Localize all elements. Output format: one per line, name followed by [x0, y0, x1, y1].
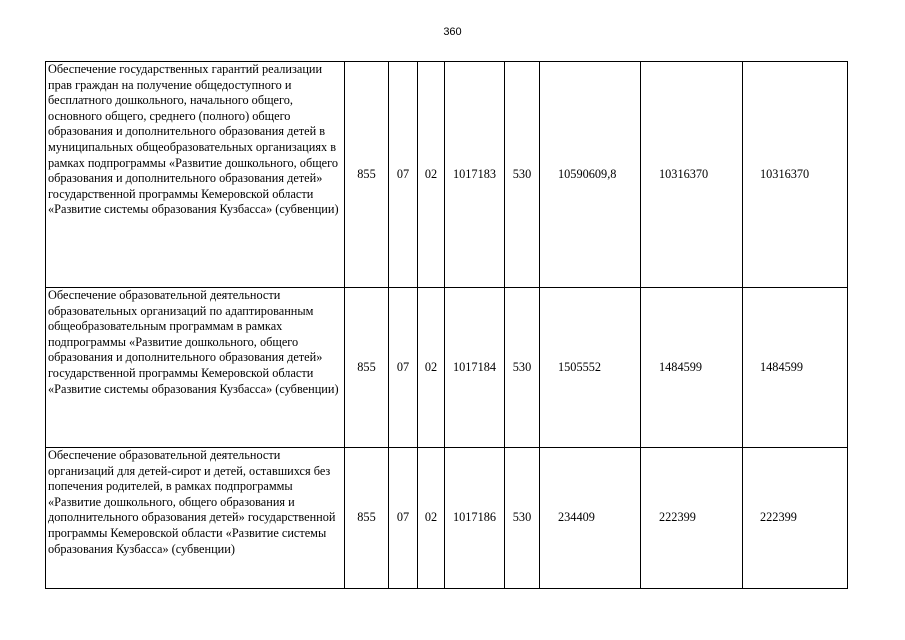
amount-year-2: 10316370: [641, 62, 743, 288]
section-code: 07: [389, 62, 418, 288]
budget-table: [45, 61, 848, 589]
section-code: 07: [389, 288, 418, 448]
amount-year-3: 10316370: [743, 62, 848, 288]
amount-year-1: 234409: [540, 448, 641, 589]
row-description: Обеспечение государственных гарантий реализации прав граждан на получение общедоступного и бесплатного дошкольного, начального общего, основного общего, среднего (полного) общего образования и дополнительного образования детей в муниципальных общеобразовательных организациях в рамках подпрограммы «Развитие дошкольного, общего образования и дополнительного образования детей» государственной программы Кемеровской области «Развитие системы образования Кузбасса» (субвенции): [46, 62, 345, 288]
amount-year-1: 1505552: [540, 288, 641, 448]
subsection-code: 02: [418, 448, 445, 589]
ministry-code: 855: [345, 288, 389, 448]
table-row: [46, 448, 848, 589]
expense-type-code: 530: [505, 62, 540, 288]
ministry-code: 855: [345, 448, 389, 589]
page-number: 360: [443, 26, 462, 38]
amount-year-3: 222399: [743, 448, 848, 589]
amount-year-2: 1484599: [641, 288, 743, 448]
target-article-code: 1017183: [445, 62, 505, 288]
target-article-code: 1017186: [445, 448, 505, 589]
table-row: [46, 62, 848, 288]
expense-type-code: 530: [505, 288, 540, 448]
expense-type-code: 530: [505, 448, 540, 589]
section-code: 07: [389, 448, 418, 589]
amount-year-3: 1484599: [743, 288, 848, 448]
amount-year-1: 10590609,8: [540, 62, 641, 288]
target-article-code: 1017184: [445, 288, 505, 448]
subsection-code: 02: [418, 288, 445, 448]
subsection-code: 02: [418, 62, 445, 288]
row-description: Обеспечение образовательной деятельности организаций для детей-сирот и детей, оставшихся без попечения родителей, в рамках подпрограммы «Развитие дошкольного, общего образования и дополнительного образования детей» государственной программы Кемеровской области «Развитие системы образования Кузбасса» (субвенции): [46, 448, 345, 589]
ministry-code: 855: [345, 62, 389, 288]
row-description: Обеспечение образовательной деятельности образовательных организаций по адаптированным общеобразовательным программам в рамках подпрограммы «Развитие дошкольного, общего образования и дополнительного образования детей» государственной программы Кемеровской области «Развитие системы образования Кузбасса» (субвенции): [46, 288, 345, 448]
table-row: [46, 288, 848, 448]
amount-year-2: 222399: [641, 448, 743, 589]
